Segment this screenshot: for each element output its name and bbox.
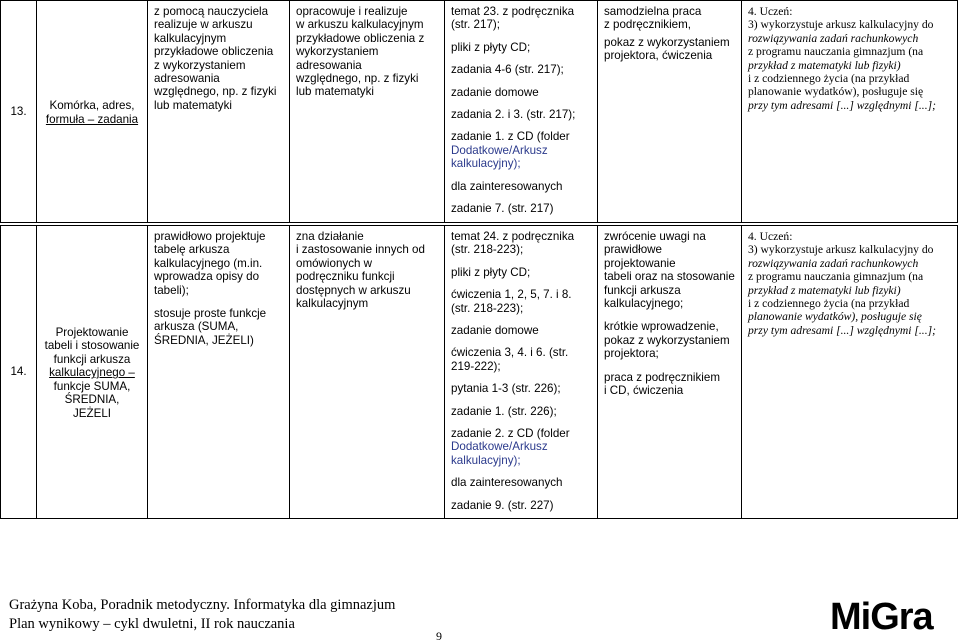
interested-label: dla zainteresowanych: [451, 179, 563, 193]
extended-requirements: opracowuje i realizuje w arkuszu kalkulacyjnym przykładowe obliczenia z wykorzystaniem adresowania względnego, np. z fizyki lub matematyki: [290, 1, 445, 223]
teaching-methods: zwrócenie uwagi na prawidłowe projektowanie tabeli oraz na stosowanie funkcji arkusza kalkulacyjnego; krótkie wprowadzenie, pokaz z wykorzystaniem projektora; praca z podręcznikiem i CD, ćwiczenia: [598, 226, 742, 519]
row-number: 14.: [1, 226, 37, 519]
lesson-topic: Projektowanie tabeli i stosowanie funkcji arkusza kalkulacyjnego – funkcje SUMA, ŚREDNIA, JEŻELI: [37, 226, 148, 519]
interested-label: dla zainteresowanych: [451, 476, 563, 490]
page-footer: [9, 596, 395, 634]
logo-text: MiGra: [830, 596, 933, 634]
teaching-methods: samodzielna praca z podręcznikiem, pokaz z wykorzystaniem projektora, ćwiczenia: [598, 1, 742, 223]
row-number: 13.: [1, 1, 37, 223]
homework-label: zadanie domowe: [451, 324, 539, 338]
lesson-row-14: [0, 225, 958, 519]
basic-requirements: prawidłowo projektuje tabelę arkusza kalkulacyjnego (m.in. wprowadza opisy do tabeli); stosuje proste funkcje arkusza (SUMA, ŚREDNIA, JEŻELI): [148, 226, 290, 519]
basic-requirements: z pomocą nauczyciela realizuje w arkuszu kalkulacyjnym przykładowe obliczenia z wykorzystaniem adresowania względnego, np. z fizyki lub matematyki: [148, 1, 290, 223]
migra-logo: [828, 596, 954, 634]
curriculum-reference: 4. Uczeń: 3) wykorzystuje arkusz kalkulacyjny do rozwiązywania zadań rachunkowych z programu nauczania gimnazjum (na przykład z matematyki lub fizyki) i z codziennego życia (na przykład planowanie wydatków), posługuje się przy tym adresami [...] względnymi [...];: [742, 226, 958, 519]
lesson-row-13: [0, 0, 958, 223]
homework-label: zadanie domowe: [451, 85, 539, 99]
footer-plan-line: Plan wynikowy – cykl dwuletni, II rok nauczania: [9, 616, 295, 632]
curriculum-reference: 4. Uczeń: 3) wykorzystuje arkusz kalkulacyjny do rozwiązywania zadań rachunkowych z programu nauczania gimnazjum (na przykład z matematyki lub fizyki) i z codziennego życia (na przykład planowanie wydatków), posługuje się przy tym adresami [...] względnymi [...];: [742, 1, 958, 223]
extended-requirements: zna działanie i zastosowanie innych od omówionych w podręczniku funkcji dostępnych w arkuszu kalkulacyjnym: [290, 226, 445, 519]
lesson-activities: temat 23. z podręcznika (str. 217); pliki z płyty CD; zadania 4-6 (str. 217); zadanie domowe zadania 2. i 3. (str. 217); zadanie 1. z CD (folder Dodatkowe/Arkusz kalkulacyjny); dla zainteresowanych zadanie 7. (str. 217): [445, 1, 598, 223]
lesson-topic: Komórka, adres, formuła – zadania: [37, 1, 148, 223]
footer-author-line: Grażyna Koba, Poradnik metodyczny. Informatyka dla gimnazjum: [9, 597, 396, 613]
page-number: 9: [436, 629, 442, 643]
lesson-activities: temat 24. z podręcznika (str. 218-223); pliki z płyty CD; ćwiczenia 1, 2, 5, 7. i 8. (str. 218-223); zadanie domowe ćwiczenia 3, 4. i 6. (str. 219-222); pytania 1-3 (str. 226); zadanie 1. (str. 226); zadanie 2. z CD (folder Dodatkowe/Arkusz kalkulacyjny); dla zainteresowanych zadanie 9. (str. 227): [445, 226, 598, 519]
